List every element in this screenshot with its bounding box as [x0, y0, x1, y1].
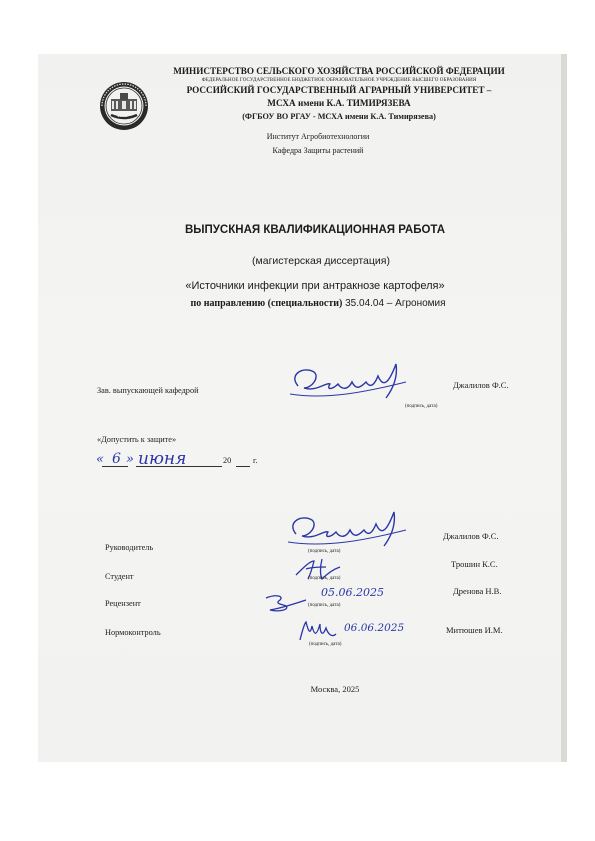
norm-control-role: Нормоконтроль — [105, 628, 161, 637]
norm-control-signature — [296, 618, 344, 644]
reviewer-role: Рецензент — [105, 599, 141, 608]
university-abbreviation: (ФГБОУ ВО РГАУ - МСХА имени К.А. Тимирязева) — [242, 112, 436, 121]
head-of-department-signature — [286, 360, 416, 405]
reviewer-caption: (подпись, дата) — [308, 603, 341, 608]
city-year: Москва, 2025 — [310, 684, 360, 694]
document-title: ВЫПУСКНАЯ КВАЛИФИКАЦИОННАЯ РАБОТА — [184, 224, 446, 236]
document-page — [38, 54, 566, 762]
approval-open-quote: « — [96, 452, 104, 467]
head-of-department-label: Зав. выпускающей кафедрой — [97, 386, 199, 395]
approval-year-prefix: 20 — [223, 456, 232, 465]
page-edge — [561, 54, 567, 762]
thesis-topic: «Источники инфекции при антракнозе картофеля» — [185, 280, 445, 292]
year-underline — [236, 466, 250, 467]
direction-line — [190, 298, 445, 309]
reviewer-name: Дренова Н.В. — [453, 586, 502, 596]
approval-text: «Допустить к защите» — [97, 435, 177, 444]
supervisor-caption: (подпись, дата) — [308, 549, 341, 554]
approval-day: 6 — [112, 451, 121, 467]
seal-year: 1865 — [117, 114, 127, 119]
approval-close-quote: » — [126, 452, 134, 467]
supervisor-name: Джалилов Ф.С. — [443, 531, 499, 541]
supervisor-role: Руководитель — [105, 543, 154, 552]
institute-name: Институт Агробиотехнологии — [266, 132, 370, 141]
university-seal-icon — [99, 81, 149, 131]
document-subtitle: (магистерская диссертация) — [252, 255, 390, 267]
approval-year-suffix: г. — [253, 456, 258, 465]
month-underline — [136, 466, 222, 467]
reviewer-date: 05.06.2025 — [321, 586, 384, 599]
student-role: Студент — [105, 572, 134, 581]
student-caption: (подпись, дата) — [308, 576, 341, 581]
head-of-department-name: Джалилов Ф.С. — [453, 380, 509, 390]
university-name-line2: МСХА имени К.А. ТИМИРЯЗЕВА — [267, 98, 411, 108]
ministry-line: МИНИСТЕРСТВО СЕЛЬСКОГО ХОЗЯЙСТВА РОССИЙСКОЙ ФЕДЕРАЦИИ — [173, 66, 505, 76]
day-underline — [102, 466, 128, 467]
approval-month: июня — [138, 449, 187, 469]
norm-control-name: Митюшев И.М. — [446, 625, 503, 635]
direction-value: 35.04.04 – Агрономия — [342, 298, 446, 309]
federal-line: ФЕДЕРАЛЬНОЕ ГОСУДАРСТВЕННОЕ БЮДЖЕТНОЕ ОБРАЗОВАТЕЛЬНОЕ УЧРЕЖДЕНИЕ ВЫСШЕГО ОБРАЗОВАНИЯ — [201, 78, 477, 83]
norm-control-date: 06.06.2025 — [344, 622, 405, 634]
university-name-line1: РОССИЙСКИЙ ГОСУДАРСТВЕННЫЙ АГРАРНЫЙ УНИВЕРСИТЕТ – — [186, 85, 492, 95]
direction-label: по направлению (специальности) — [190, 298, 343, 309]
student-name: Трошин К.С. — [451, 559, 498, 569]
supervisor-signature — [282, 510, 412, 552]
reviewer-signature — [262, 590, 312, 614]
head-of-department-caption: (подпись, дата) — [405, 404, 438, 409]
approval-date-line — [96, 449, 266, 469]
norm-control-caption: (подпись, дата) — [309, 642, 342, 647]
department-name: Кафедра Защиты растений — [272, 146, 364, 155]
